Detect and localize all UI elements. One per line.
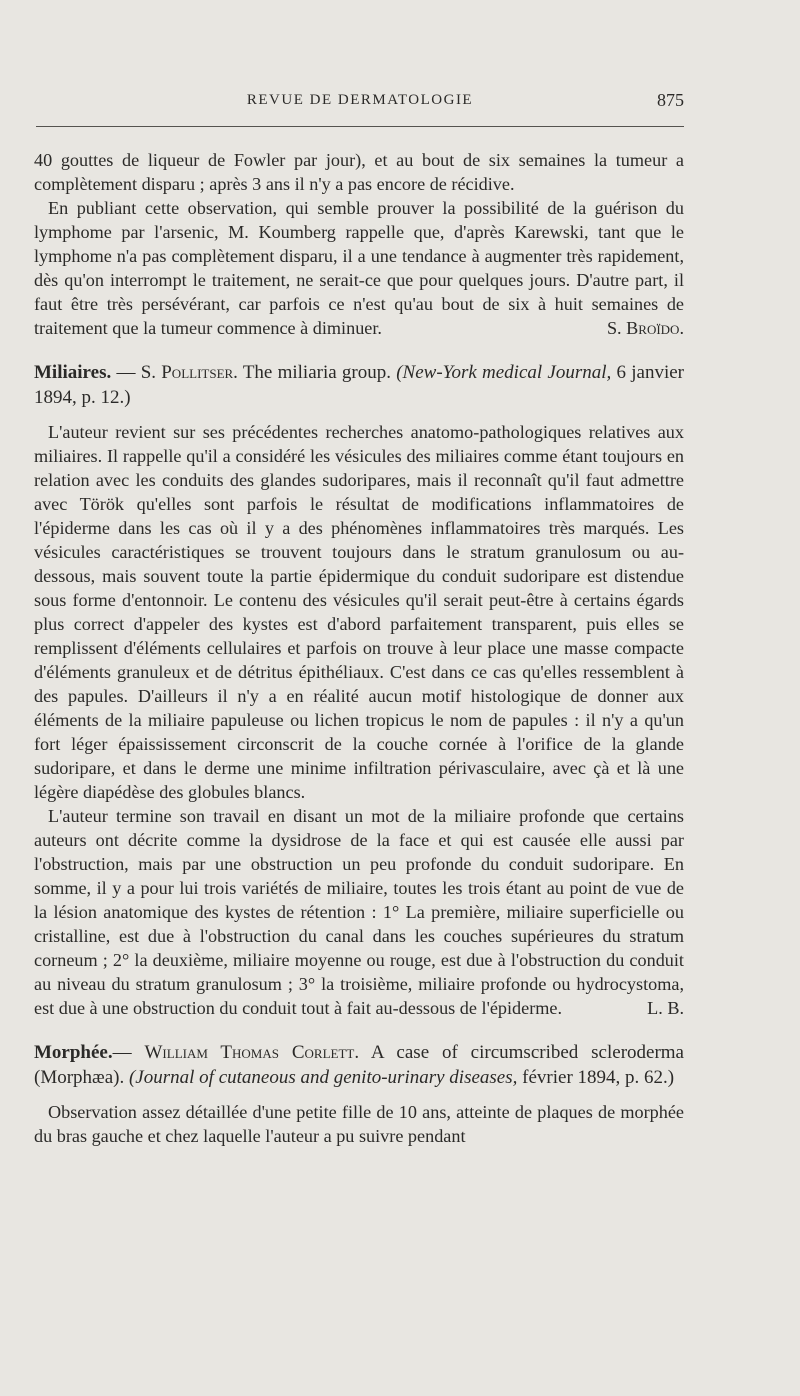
entry-author: S. Pollitser. [140,362,238,383]
running-title: REVUE DE DERMATOLOGIE [246,92,474,108]
entry-heading-miliaires [34,360,684,410]
paragraph: Observation assez détaillée d'une petite fille de 10 ans, atteinte de plaques de morphée du bras gauche et chez laquelle l'auteur a pu suivre pendant [34,1102,684,1146]
paragraph-text: L'auteur termine son travail en disant un mot de la miliaire profonde que certains auteurs ont décrite comme la dysidrose de la face et qui est causée elle aussi par l'obstruction, mais par une obstruction un peu profonde du conduit sudoripare. En somme, il y a pour lui trois variétés de miliaire, toutes les trois étant au point de vue de la lésion anatomique des kystes de rétention : 1° La première, miliaire superficielle ou cristalline, est due à l'obstruction du canal dans les couches supérieures du stratum corneum ; 2° la deuxième, miliaire moyenne ou rouge, est due à l'obstruction du conduit au niveau du stratum granulosum ; 3° la troisième, miliaire profonde ou hydrocystoma, est due à une obstruction du conduit tout à fait au-dessous de l'épiderme. [34,806,684,1018]
entry-author: William Thomas Corlett. [144,1042,360,1063]
entry-topic: Miliaires. [34,362,112,383]
entry-reference: 6 janvier 1894, p. 12.) [34,362,684,408]
entry-journal: (New-York medical Journal, [396,362,612,383]
entry-reference: février 1894, p. 62.) [517,1067,675,1088]
paragraph: L'auteur revient sur ses précédentes recherches anatomo-pathologiques relatives aux miliaires. Il rappelle qu'il a considéré les vésicules des miliaires comme étant toujours en relation avec les conduits des glandes sudoripares, mais il reconnaît qu'il faut admettre avec Török qu'elles sont parfois le résultat de modifications inflammatoires de l'épiderme dans les cas où il y a des phénomènes inflammatoires très marqués. Les vésicules caractéristiques se trouvent toujours dans le stratum granulosum ou au-dessous, mais souvent toute la partie épidermique du conduit sudoripare est distendue sous forme d'entonnoir. Le contenu des vésicules qu'il serait peut-être à certains égards plus correct d'appeler des kystes est d'abord parfaitement transparent, puis elles se remplissent d'éléments cellulaires et parfois on trouve à leur place une masse compacte d'éléments granuleux et de détritus épithéliaux. C'est dans ce cas qu'elles ressemblent à des papules. D'ailleurs il n'y a en réalité aucun motif histologique de donner aux éléments de la miliaire papuleuse ou lichen tropicus le nom de papules : il n'y a qu'un fort léger épaississement circonscrit de la couche cornée à l'orifice de la glande sudoripare, et dans le derme une minime infiltration périvasculaire, avec çà et là une légère diapédèse des globules blancs. [34,422,684,802]
signature: L. B. [647,998,684,1018]
entry-heading-morphee [34,1040,684,1090]
page-header [36,92,684,122]
entry-title: The miliaria group. [237,362,397,383]
page-number: 875 [657,90,684,110]
entry-topic: Morphée. [34,1042,113,1063]
header-rule [36,126,684,127]
paragraph [34,196,684,340]
paragraph: 40 gouttes de liqueur de Fowler par jour), et au bout de six semaines la tumeur a complètement disparu ; après 3 ans il n'y a pas encore de récidive. [34,150,684,194]
entry-dash: — [111,362,141,383]
article-body [34,148,684,1148]
entry-title: A case of circumscribed scleroderma (Morphæa). [34,1042,684,1088]
paragraph [34,804,684,1020]
paragraph-text: En publiant cette observation, qui semble prouver la possibilité de la guérison du lymphome par l'arsenic, M. Koumberg rappelle que, d'après Karewski, tant que le lymphome n'a pas complètement disparu, il a une tendance à augmenter très rapidement, dès qu'on interrompt le traitement, ne serait-ce que pour quelques jours. D'autre part, il faut être très persévérant, car parfois ce n'est qu'au bout de six à huit semaines de traitement que la tumeur commence à diminuer. [34,198,684,338]
entry-dash: — [112,1042,145,1063]
entry-journal: (Journal of cutaneous and genito-urinary diseases, [128,1067,518,1088]
signature: S. Broïdo. [606,318,684,338]
